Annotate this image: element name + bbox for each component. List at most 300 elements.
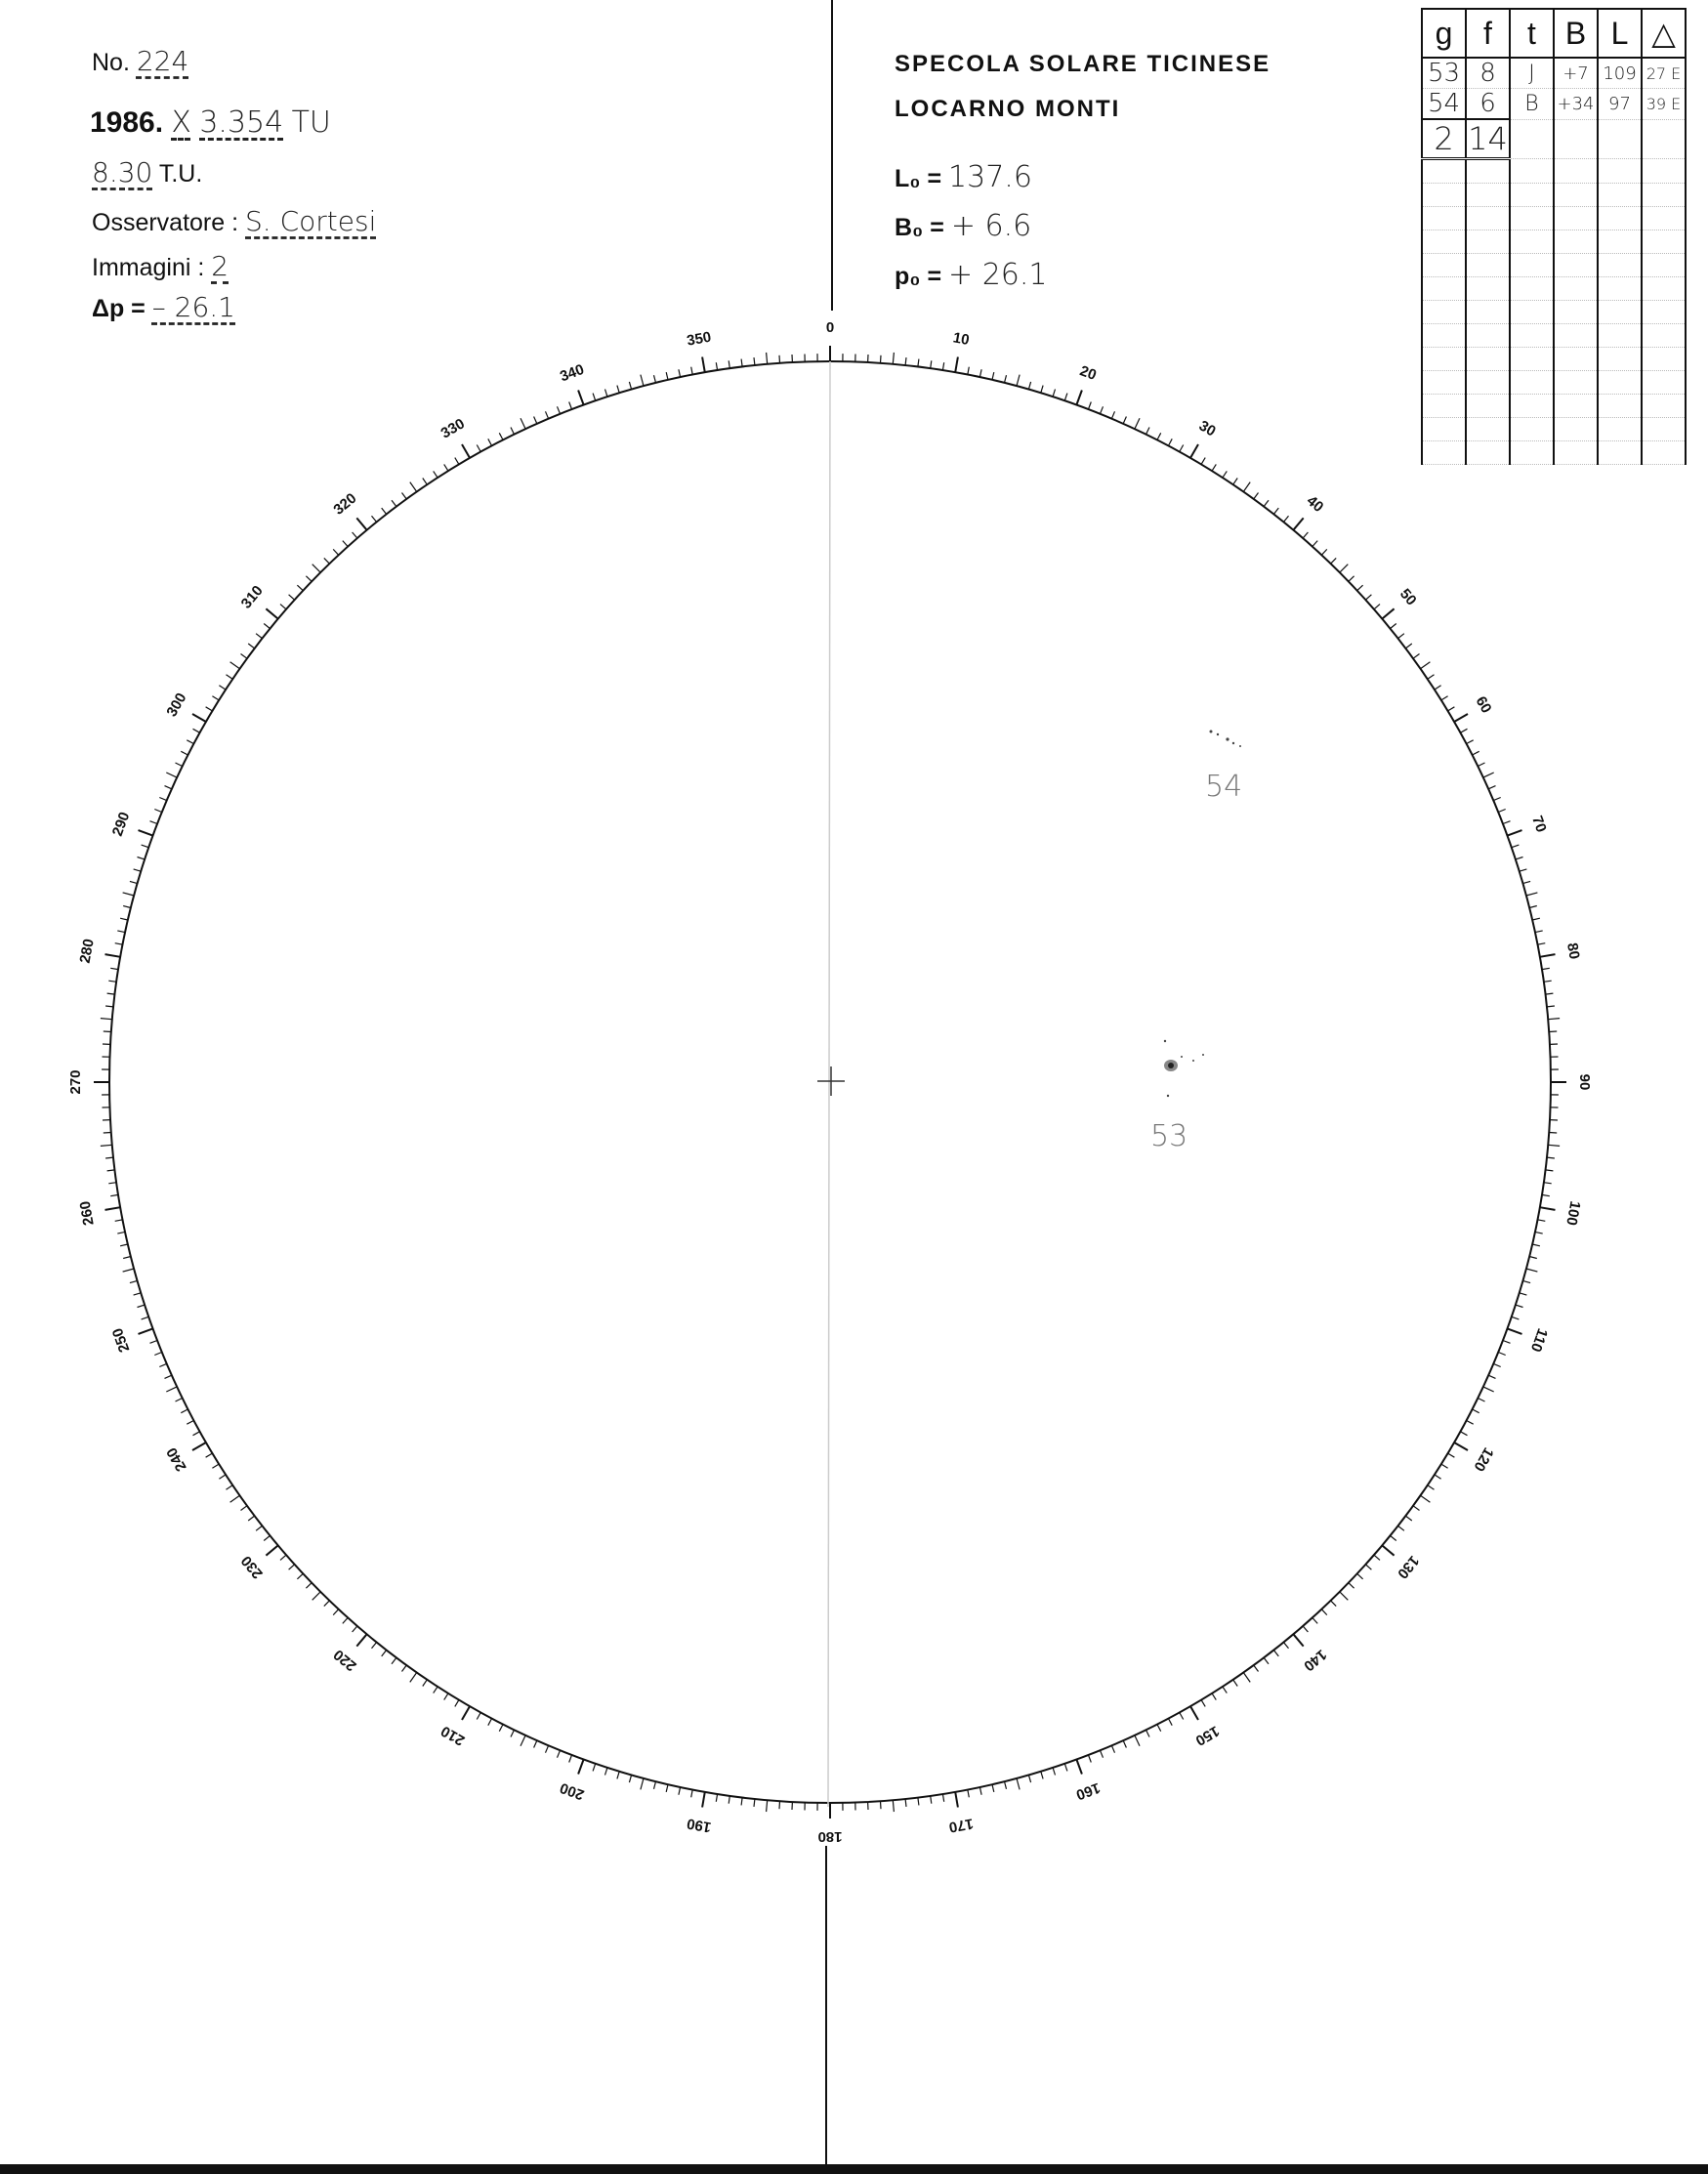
tick-mark xyxy=(558,406,561,413)
tick-mark xyxy=(1212,1693,1216,1700)
tick-mark xyxy=(104,1133,111,1134)
tick-mark xyxy=(1089,402,1092,410)
tick-mark xyxy=(356,518,366,529)
tick-mark xyxy=(1331,1601,1337,1607)
tick-mark xyxy=(1542,1194,1550,1195)
tick-mark xyxy=(176,1399,183,1402)
tick-mark xyxy=(110,968,118,969)
tick-mark xyxy=(1478,1399,1484,1402)
tick-mark xyxy=(105,1006,113,1007)
tick-label: 70 xyxy=(1528,814,1550,835)
tick-mark xyxy=(312,564,321,573)
date-month: X xyxy=(171,105,191,140)
tick-label: 220 xyxy=(330,1646,360,1675)
table-cell: 6 xyxy=(1466,89,1510,120)
tick-mark xyxy=(617,386,619,394)
tick-mark xyxy=(654,375,656,383)
sunspot xyxy=(1192,1060,1194,1062)
tick-label: 110 xyxy=(1526,1325,1552,1355)
tick-mark xyxy=(679,1787,681,1795)
tick-mark xyxy=(1017,1778,1020,1790)
time-value: 8.30 xyxy=(92,156,153,188)
tick-mark xyxy=(101,1019,112,1020)
tick-mark xyxy=(1223,1687,1227,1693)
tick-label: 140 xyxy=(1300,1646,1330,1675)
tick-mark xyxy=(716,362,717,370)
tick-mark xyxy=(1293,518,1303,529)
tick-label: 230 xyxy=(237,1552,267,1582)
tick-mark xyxy=(1461,729,1468,732)
tick-mark xyxy=(741,359,742,367)
tick-mark xyxy=(142,1317,149,1319)
tick-mark xyxy=(455,1700,459,1707)
tick-mark xyxy=(955,1792,958,1808)
tick-label: 330 xyxy=(437,415,468,442)
tick-mark xyxy=(138,857,146,859)
tick-mark xyxy=(605,1768,607,1776)
sunspot-group-label-53: 53 xyxy=(1150,1119,1188,1153)
tick-mark xyxy=(176,763,183,767)
tick-mark xyxy=(1483,773,1494,777)
tick-mark xyxy=(134,869,142,871)
observer-label: Osservatore : xyxy=(92,209,239,236)
tick-mark xyxy=(992,1784,994,1792)
tick-mark xyxy=(1312,541,1317,547)
tick-mark xyxy=(1041,386,1043,394)
tick-mark xyxy=(241,1506,247,1511)
tick-mark xyxy=(1111,411,1114,418)
tick-mark xyxy=(1548,1145,1560,1146)
tick-mark xyxy=(477,445,480,452)
sunspot xyxy=(1164,1040,1166,1042)
tick-mark xyxy=(1512,1317,1520,1319)
tick-mark xyxy=(968,1789,970,1797)
tick-mark xyxy=(181,1409,187,1413)
total-spots: 14 xyxy=(1466,119,1510,159)
tick-mark xyxy=(1101,1750,1104,1757)
tick-mark xyxy=(115,943,123,945)
tick-mark xyxy=(1089,1755,1092,1763)
tick-label: 20 xyxy=(1077,362,1099,384)
tick-label: 260 xyxy=(76,1199,98,1227)
tick-mark xyxy=(488,1719,492,1726)
tick-mark xyxy=(105,1157,113,1158)
tick-label: 320 xyxy=(330,489,360,519)
tick-mark xyxy=(1254,493,1259,499)
tick-mark xyxy=(1532,918,1540,920)
tick-mark xyxy=(569,1755,572,1763)
tick-mark xyxy=(881,1801,882,1809)
tick-mark xyxy=(266,608,277,618)
tick-mark xyxy=(1365,1565,1371,1569)
tick-mark xyxy=(754,357,755,365)
tick-mark xyxy=(1340,1592,1349,1601)
tick-mark xyxy=(105,1207,121,1210)
tick-mark xyxy=(1413,1506,1419,1511)
tick-mark xyxy=(569,402,572,410)
tick-mark xyxy=(423,1680,428,1687)
tick-mark xyxy=(641,1778,644,1790)
tick-mark xyxy=(1546,1170,1554,1171)
tick-mark xyxy=(578,391,584,405)
tick-mark xyxy=(534,1740,537,1747)
tick-label: 290 xyxy=(108,810,134,839)
tick-mark xyxy=(1498,810,1505,813)
tick-label: 200 xyxy=(558,1778,587,1804)
tick-mark xyxy=(289,1565,295,1569)
tick-mark xyxy=(1405,1516,1411,1521)
tick-mark xyxy=(1529,906,1537,908)
tick-mark xyxy=(1548,1019,1560,1020)
tick-mark xyxy=(1169,1719,1173,1726)
sunspot xyxy=(1226,737,1229,740)
tick-mark xyxy=(219,1475,226,1479)
record-number-label: No. xyxy=(92,49,130,76)
tick-mark xyxy=(1374,605,1380,609)
total-groups: 2 xyxy=(1422,119,1466,159)
tick-mark xyxy=(654,1781,656,1789)
tick-mark xyxy=(1005,375,1007,383)
record-number-value: 224 xyxy=(136,45,189,77)
tick-mark xyxy=(382,508,387,514)
tick-mark xyxy=(193,729,200,732)
tick-mark xyxy=(1508,830,1522,836)
tick-mark xyxy=(104,1031,111,1032)
tick-mark xyxy=(691,1789,693,1797)
tick-label: 340 xyxy=(558,360,587,386)
tick-mark xyxy=(165,1375,172,1378)
tick-mark xyxy=(1273,508,1278,514)
tick-mark xyxy=(605,390,607,397)
tick-label: 280 xyxy=(76,938,98,965)
tick-label: 240 xyxy=(163,1444,190,1475)
tick-mark xyxy=(767,353,768,364)
tick-mark xyxy=(1467,1421,1474,1425)
tick-label: 210 xyxy=(437,1722,468,1749)
tick-mark xyxy=(1493,798,1500,801)
tick-mark xyxy=(181,751,187,755)
tick-mark xyxy=(206,707,213,711)
tick-label: 60 xyxy=(1472,693,1495,717)
tick-mark xyxy=(1503,1341,1511,1344)
tick-mark xyxy=(779,355,780,363)
tick-mark xyxy=(1526,1269,1538,1272)
tick-mark xyxy=(1146,428,1150,435)
tick-mark xyxy=(241,654,247,659)
tick-mark xyxy=(1101,406,1104,413)
tick-mark xyxy=(206,1453,213,1457)
tick-mark xyxy=(1357,585,1363,591)
tick-mark xyxy=(1365,595,1371,600)
tick-mark xyxy=(979,369,981,377)
tick-label: 250 xyxy=(108,1325,134,1355)
tick-mark xyxy=(1473,751,1479,755)
L0-label: L₀ = xyxy=(895,165,942,192)
sunspot xyxy=(1167,1095,1169,1097)
tick-mark xyxy=(297,1573,303,1579)
tick-mark xyxy=(905,1799,906,1807)
tick-mark xyxy=(219,686,226,690)
tick-mark xyxy=(1405,644,1411,648)
tick-mark xyxy=(108,1183,116,1184)
tick-mark xyxy=(1180,445,1184,452)
tick-mark xyxy=(1233,479,1238,485)
tick-mark xyxy=(1264,500,1269,506)
bottom-border xyxy=(0,2164,1708,2174)
tick-mark xyxy=(117,1232,125,1233)
tick-mark xyxy=(123,906,131,908)
tick-label: 50 xyxy=(1396,585,1420,609)
tick-mark xyxy=(918,359,919,367)
tick-mark xyxy=(1546,993,1554,994)
tick-mark xyxy=(1516,1305,1523,1307)
tick-mark xyxy=(1391,1535,1396,1540)
tick-mark xyxy=(1467,740,1474,744)
delta-p-label: Δp = xyxy=(92,295,146,322)
tick-label: 120 xyxy=(1470,1444,1497,1475)
tick-mark xyxy=(289,595,295,600)
tick-mark xyxy=(666,372,668,380)
tick-mark xyxy=(629,1775,631,1782)
tick-mark xyxy=(1028,1775,1030,1782)
tick-mark xyxy=(1478,763,1484,767)
tick-mark xyxy=(280,1555,286,1560)
tick-mark xyxy=(1448,1453,1455,1457)
tick-mark xyxy=(666,1784,668,1792)
tick-mark xyxy=(1435,686,1441,690)
tick-mark xyxy=(1243,482,1250,492)
tick-mark xyxy=(521,1735,525,1746)
date-rest: 3.354 xyxy=(199,105,284,140)
tick-mark xyxy=(1321,1610,1327,1615)
tick-mark xyxy=(1293,1634,1303,1646)
tick-mark xyxy=(955,357,958,373)
tick-mark xyxy=(324,558,330,564)
tick-mark xyxy=(893,1800,894,1812)
tick-mark xyxy=(165,786,172,789)
sunspot xyxy=(1232,742,1234,744)
tick-mark xyxy=(1535,931,1543,933)
tick-mark xyxy=(264,624,270,629)
time-suffix: T.U. xyxy=(158,160,203,188)
tick-mark xyxy=(499,433,503,439)
tick-mark xyxy=(297,585,303,591)
tick-mark xyxy=(578,1760,584,1775)
table-cell: B xyxy=(1510,89,1554,120)
tick-mark xyxy=(382,1651,387,1656)
tick-mark xyxy=(1540,954,1556,957)
tick-mark xyxy=(130,881,138,883)
tick-label: 180 xyxy=(817,1828,843,1846)
sunspot xyxy=(1202,1054,1204,1056)
tick-mark xyxy=(992,372,994,380)
p0-label: p₀ = xyxy=(895,263,942,290)
tick-label: 0 xyxy=(825,318,835,336)
tick-mark xyxy=(356,1634,366,1646)
tick-mark xyxy=(1535,1232,1543,1233)
tick-mark xyxy=(105,954,121,957)
tick-mark xyxy=(499,1725,503,1732)
tick-mark xyxy=(134,1293,142,1295)
tick-mark xyxy=(248,644,254,648)
tick-mark xyxy=(130,1280,138,1282)
tick-mark xyxy=(256,634,262,639)
tick-mark xyxy=(1135,418,1140,429)
tick-mark xyxy=(511,1730,515,1736)
B0-value: + 6.6 xyxy=(950,209,1032,243)
tick-mark xyxy=(108,981,116,982)
tick-mark xyxy=(1544,1183,1552,1184)
observatory-title-line1: SPECOLA SOLARE TICINESE xyxy=(895,51,1271,77)
tick-mark xyxy=(462,444,470,458)
tick-mark xyxy=(534,417,537,424)
tick-mark xyxy=(1283,1643,1288,1649)
tick-mark xyxy=(741,1798,742,1806)
tick-mark xyxy=(107,1170,115,1171)
tick-mark xyxy=(1180,1713,1184,1720)
tick-mark xyxy=(1017,375,1020,387)
tick-mark xyxy=(212,1464,219,1468)
tick-mark xyxy=(1391,624,1396,629)
tick-mark xyxy=(1526,893,1538,896)
tick-mark xyxy=(1461,1432,1468,1436)
tick-label: 130 xyxy=(1394,1552,1423,1582)
sunspot xyxy=(1181,1056,1183,1058)
tick-mark xyxy=(1547,1006,1555,1007)
table-cell: 8 xyxy=(1466,58,1510,89)
tick-mark xyxy=(1254,1665,1259,1671)
tick-mark xyxy=(193,1432,200,1436)
tick-mark xyxy=(392,500,396,506)
images-value: 2 xyxy=(211,250,229,282)
tick-mark xyxy=(444,464,448,471)
tick-mark xyxy=(410,482,417,492)
tick-mark xyxy=(434,471,437,478)
tick-label: 10 xyxy=(951,329,971,349)
p0-value: + 26.1 xyxy=(948,258,1048,292)
tick-mark xyxy=(1421,1495,1431,1502)
tick-mark xyxy=(1537,943,1545,945)
L0-value: 137.6 xyxy=(948,160,1032,194)
tick-label: 30 xyxy=(1195,417,1219,440)
tick-mark xyxy=(1544,981,1552,982)
tick-mark xyxy=(1331,558,1337,564)
sunspot-group-54 xyxy=(1210,731,1242,748)
sunspot xyxy=(1210,731,1213,733)
tick-mark xyxy=(521,418,525,429)
tick-label: 80 xyxy=(1563,941,1583,961)
sunspot xyxy=(1217,733,1219,735)
tick-mark xyxy=(1398,1526,1404,1530)
tick-mark xyxy=(1435,1475,1441,1479)
tick-mark xyxy=(138,1305,146,1307)
tick-label: 170 xyxy=(947,1815,975,1836)
images-label: Immagini : xyxy=(92,254,205,281)
tick-mark xyxy=(1448,707,1455,711)
tick-mark xyxy=(1028,382,1030,390)
date-prefix: 1986. xyxy=(90,106,164,139)
tick-mark xyxy=(1382,1545,1394,1555)
tick-mark xyxy=(372,516,377,522)
tick-mark xyxy=(1303,532,1308,538)
tick-mark xyxy=(931,1796,932,1804)
tick-mark xyxy=(546,411,549,418)
tick-label: 90 xyxy=(1576,1073,1594,1091)
tick-mark xyxy=(716,1794,717,1802)
tick-mark xyxy=(488,439,492,445)
tick-mark xyxy=(1413,654,1419,659)
tick-mark xyxy=(1349,1583,1354,1589)
tick-mark xyxy=(1190,1706,1198,1720)
tick-mark xyxy=(115,1220,123,1222)
tick-mark xyxy=(942,362,943,370)
tick-mark xyxy=(1357,1573,1363,1579)
table-cell: 39 E xyxy=(1642,89,1686,120)
tick-mark xyxy=(1076,391,1082,405)
tick-mark xyxy=(159,1363,166,1366)
tick-mark xyxy=(192,714,206,722)
tick-mark xyxy=(154,1353,161,1356)
date-suffix: TU xyxy=(291,105,331,140)
tick-mark xyxy=(1005,1781,1007,1789)
tick-mark xyxy=(1283,516,1288,522)
column-header: g xyxy=(1422,9,1466,58)
column-header: f xyxy=(1466,9,1510,58)
tick-mark xyxy=(333,549,339,555)
tick-mark xyxy=(142,845,149,848)
tick-mark xyxy=(353,1626,357,1632)
tick-mark xyxy=(139,830,153,836)
table-cell: 109 xyxy=(1598,58,1642,89)
tick-mark xyxy=(353,532,357,538)
tick-mark xyxy=(918,1798,919,1806)
tick-mark xyxy=(1233,1680,1238,1687)
tick-mark xyxy=(434,1687,437,1693)
tick-mark xyxy=(1493,1363,1500,1366)
tick-mark xyxy=(280,605,286,609)
tick-label: 150 xyxy=(1192,1722,1223,1749)
tick-mark xyxy=(372,1643,377,1649)
table-cell: +34 xyxy=(1554,89,1598,120)
tick-mark xyxy=(942,1794,943,1802)
column-header: t xyxy=(1510,9,1554,58)
tick-mark xyxy=(1516,857,1523,859)
tick-mark xyxy=(256,1526,262,1530)
tick-mark xyxy=(1488,786,1495,789)
tick-mark xyxy=(312,1592,321,1601)
tick-mark xyxy=(392,1657,396,1663)
delta-p-value: – 26.1 xyxy=(151,291,235,323)
tick-mark xyxy=(150,1341,158,1344)
tick-mark xyxy=(192,1442,206,1450)
tick-mark xyxy=(150,821,158,824)
tick-mark xyxy=(1522,1280,1530,1282)
tick-mark xyxy=(1223,471,1227,478)
tick-label: 270 xyxy=(66,1069,84,1095)
tick-mark xyxy=(230,1495,240,1502)
table-cell: J xyxy=(1510,58,1554,89)
tick-mark xyxy=(1053,1768,1055,1776)
tick-mark xyxy=(691,367,693,375)
tick-mark xyxy=(1512,845,1520,848)
tick-mark xyxy=(1303,1626,1308,1632)
tick-mark xyxy=(402,493,407,499)
tick-mark xyxy=(117,931,125,933)
tick-mark xyxy=(1503,821,1511,824)
tick-mark xyxy=(120,918,128,920)
tick-mark xyxy=(343,1617,348,1623)
B0-label: B₀ = xyxy=(895,214,944,241)
